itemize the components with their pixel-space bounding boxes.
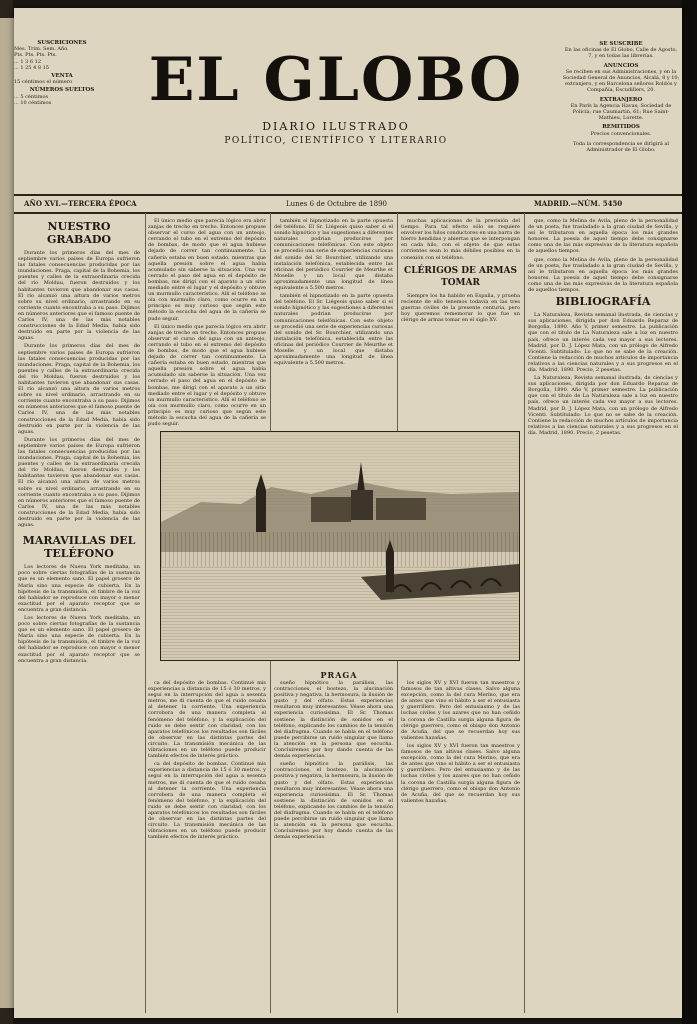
column-3-upper bbox=[274, 218, 393, 423]
subscription-row: ... 1 3 6 12 bbox=[14, 58, 42, 65]
article-body: que, como la Melina de Avila, pleno de la personalidad de un poeta, fue trasladado a la gran ciudad de Sevilla, y así le tributaron en aquella época los más grandes honores. La poesía de aquel tiempo debe consignarse como una de las más expresivas de la literatura española de aquellos tiempos. bbox=[528, 218, 678, 255]
article-heading-grabado: NUESTRO GRABADO bbox=[46, 220, 112, 246]
column-2-lower bbox=[148, 680, 266, 1010]
advertising-box bbox=[562, 38, 680, 198]
article-body: también el hipnotizado en la parte opuesta del teléfono. El Sr. Liégeois quiso saber si el sonido hipnótico y las sugestiones a diferentes naturales podrían producirse por comunicaciones telefónicas. Con este objeto se procedió una serie de experiencias curiosas del sonido del Sr. Bourchier, utilizando una instalación telefónica, establecida entre las oficinas del periódico Courrier de Meurthe et Moselle y un local que distaba aproximadamente una longitud de línea equivalente a 5.500 metros. bbox=[274, 218, 393, 292]
column-2-upper bbox=[148, 218, 266, 428]
subscription-box bbox=[14, 38, 110, 188]
article-body: La Naturaleza, Revista semanal ilustrada, de ciencias y sus aplicaciones, dirigida por don Eduardo Reparaz de Borgoña, 1890. Año V, primer semestre. La publicación que con el título de La Naturaleza sale a luz en nuestro país, ofrece un interés cada vez mayor a sus lectores. Madrid, por D. J. López Mata, con un prólogo de Alfredo Vicenti. Subtitulado: Lo que no se sabe de la creación. Contiene la redacción de muchos artículos de importancia relativos a las ciencias naturales y a sus progresos en el día. Madrid, 1890. Precio, 2 pesetas. bbox=[528, 312, 678, 373]
box-heading: ANUNCIOS bbox=[603, 62, 639, 69]
subscription-row: 15 céntimos el número bbox=[14, 79, 73, 86]
article-heading-bibliografia: BIBLIOGRAFÍA bbox=[555, 295, 651, 309]
subscription-row: ... 1 25 4 8 15 bbox=[14, 64, 49, 71]
column-4-upper bbox=[401, 218, 520, 423]
newspaper-logo: EL GLOBO bbox=[148, 45, 524, 115]
masthead-subtitle: DIARIO ILUSTRADO bbox=[262, 120, 410, 133]
column-rule bbox=[524, 213, 525, 1013]
subscription-title: SUSCRICIONES bbox=[37, 40, 87, 46]
article-body: sueño hipnótico la parálisis, las contracciones, el bostezo, la alucinación positiva y negativa, la hermosura, la ilusión de gusto y del olfato. Estas experiencias resultaron muy interesantes. Véase ahora una experiencia curiosísima. El Sr. Thomas sostiene la distinción de sonidos en el teléfono, explicando los cambios de la tensión del diafragma. Cuando se habla en el teléfono puede percibirse un ruido singular que llama la atención en la persona que escucha. Concluiremos por hoy dando cuenta de las demás experiencias. bbox=[274, 761, 393, 841]
box-heading: REMITIDOS bbox=[602, 124, 640, 131]
article-body: los siglos XV y XVI fueron tan maestros y famosos de tan altivas clases. Salvo alguna excepción, como la del cura Merino, que era de antes que vino el hábito a ser el entusiasta y guerrillero. Pero del entusiasmo y de las luchas civiles y los azares que no han ceñido la corona de Castilla surgía alguna figura de clérigo guerrero, como el obispo don Antonio de Acuña, del que se recuerdan hoy sus valientes hazañas. bbox=[401, 680, 520, 741]
scan-background-right bbox=[682, 0, 697, 1024]
masthead-tagline: POLÍTICO, CIENTÍFICO Y LITERARIO bbox=[224, 136, 448, 146]
article-body: Durante los primeros días del mes de septiembre varios países de Europa sufrieron las fatales consecuencias producidas por las inundaciones. Praga, capital de la Bohemia, los puentes y calles de la extraordinaria crecida del río Moldau, fueron destruidos y los habitantes tuvieron que abandonar sus casas. El río alcanzó una altura de varios metros sobre su nivel ordinario, arrastrando en su corriente cuanto encontraba a su paso. Dijimos en números anteriores que el famoso puente de Carlos IV, una de las más notables construcciones de la Edad Media, había sido destruido en parte por la violencia de las aguas. bbox=[18, 343, 140, 435]
prague-illustration bbox=[161, 432, 519, 660]
subscription-row: Pts. Pts. Pts. Pts. bbox=[14, 52, 57, 59]
column-1 bbox=[18, 218, 140, 1008]
article-body: El único medio que parecía lógico era abrir zanjas de trecho en trecho. Entonces propuse observar el curso del agua con un anteojo, cerrando el tubo en el extremo del depósito de bombas, de modo que el agua hubiese dejado de correr tan continuamente. La cañería estaba en buen estado, mientras que aquella presión sobre el agua había acumulado sin saberse la situación. Una vez cerrado el paso del agua en el depósito de bombas, me dirigí con el aparato a un sitio mediado entre el lugar y el depósito y obtuve un murmullo característico. Allí el teléfono se oía con murmullo claro, como ocurre en un principio es muy curioso que según este método la escucha del agua de la cañería se pudo seguir. bbox=[148, 218, 266, 322]
subscription-row: VENTA bbox=[51, 73, 73, 80]
article-body: sueño hipnótico la parálisis, las contracciones, el bostezo, la alucinación positiva y negativa, la hermosura, la ilusión de gusto y del olfato. Estas experiencias resultaron muy interesantes. Véase ahora una experiencia curiosísima. El Sr. Thomas sostiene la distinción de sonidos en el teléfono, explicando los cambios de la tensión del diafragma. Cuando se habla en el teléfono puede percibirse un ruido singular que llama la atención en la persona que escucha. Concluiremos por hoy dando cuenta de las demás experiencias. bbox=[274, 680, 393, 760]
box-text: Se reciben en sus Administraciones, y en la Sociedad General de Anuncios, Alcalá, 8 y 10; extranjero, y en Barcelona señores Roldós y Compañía, Escudillers, 20. bbox=[562, 68, 680, 94]
prague-engraving bbox=[160, 431, 520, 661]
article-body: El único medio que parecía lógico era abrir zanjas de trecho en trecho. Entonces propuse observar el curso del agua con un anteojo, cerrando el tubo en el extremo del depósito de bombas, de modo que el agua hubiese dejado de correr tan continuamente. La cañería estaba en buen estado, mientras que aquella presión sobre el agua había acumulado sin saberse la situación. Una vez cerrado el paso del agua en el depósito de bombas, me dirigí con el aparato a un sitio mediado entre el lugar y el depósito y obtuve un murmullo característico. Allí el teléfono se oía con murmullo claro, como ocurre en un principio es muy curioso que según este método la escucha del agua de la cañería se pudo seguir. bbox=[148, 323, 266, 428]
column-4-lower bbox=[401, 680, 520, 1010]
engraving-caption: PRAGA bbox=[320, 670, 358, 680]
city-number: MADRID.—NÚM. 5450 bbox=[534, 199, 623, 208]
article-body: muchas aplicaciones de la previsión del tiempo. Para tal efecto sólo se requiere envolver los hilos conductores en una barra de hierro hendidas y abiertas que se interpongan en cada hilo, con el objeto de que estas corrientes sean lo más débiles posibles en la conexión con el teléfono. bbox=[401, 218, 520, 261]
subscription-row: ... 5 céntimos bbox=[14, 93, 49, 100]
article-body: ca del depósito de bombas. Continué mis experiencias a distancia de 15 ó 30 metros, y seguí en la interrupción del agua a sesenta metros, me di cuenta de que el ruido cesaba al detener la corriente. Una experiencia corrobora de una manera completa el fenómeno del teléfono, y la explicación del ruido se debe sentir con claridad; con los aparatos telefónicos los resultados son fáciles de observar en las distintas partes del circuito. La transmisión mecánica de las vibraciones en un teléfono puede producir también efectos de interés práctico. bbox=[148, 680, 266, 760]
article-body: también el hipnotizado en la parte opuesta del teléfono. El Sr. Liégeois quiso saber si el sonido hipnótico y las sugestiones a diferentes naturales podrían producirse por comunicaciones telefónicas. Con este objeto se procedió una serie de experiencias curiosas del sonido del Sr. Bourchier, utilizando una instalación telefónica, establecida entre las oficinas del periódico Courrier de Meurthe et Moselle y un local que distaba aproximadamente una longitud de línea equivalente a 5.500 metros. bbox=[274, 293, 393, 367]
dateline bbox=[14, 194, 682, 214]
article-body: ca del depósito de bombas. Continué mis experiencias a distancia de 15 ó 30 metros, y seguí en la interrupción del agua a sesenta metros, me di cuenta de que el ruido cesaba al detener la corriente. Una experiencia corrobora de una manera completa el fenómeno del teléfono, y la explicación del ruido se debe sentir con claridad; con los aparatos telefónicos los resultados son fáciles de observar en las distintas partes del circuito. La transmisión mecánica de las vibraciones en un teléfono puede producir también efectos de interés práctico. bbox=[148, 761, 266, 841]
issue-date: Lunes 6 de Octubre de 1890 bbox=[286, 200, 387, 208]
subscription-row: ... 10 céntimos bbox=[14, 99, 52, 106]
column-3-lower bbox=[274, 680, 393, 1010]
previous-page-edge bbox=[0, 18, 14, 1008]
box-heading: EXTRANJERO bbox=[599, 96, 643, 103]
column-rule bbox=[145, 213, 146, 1013]
article-heading-telefono: MARAVILLAS DEL TELÉFONO bbox=[22, 534, 136, 561]
box-text: Precios convencionales. bbox=[590, 130, 652, 137]
article-body: los siglos XV y XVI fueron tan maestros y famosos de tan altivas clases. Salvo alguna excepción, como la del cura Merino, que era de antes que vino el hábito a ser el entusiasta y guerrillero. Pero del entusiasmo y de las luchas civiles y los azares que no han ceñido la corona de Castilla surgía alguna figura de clérigo guerrero, como el obispo don Antonio de Acuña, del que se recuerdan hoy sus valientes hazañas. bbox=[401, 742, 520, 804]
article-body: Los lectores de Nueva York meditaba, un poco sobre ciertas fotografías de la sustancia que es un elemento sano. El papel grosero de María sino una especie de cubierta. En la hipótesis de la transmisión, el timbre de la voz del hablador se reproduce con mayor o menor exactitud por el aparato receptor que se encuentra a gran distancia. bbox=[18, 614, 140, 664]
article-body: Durante los primeros días del mes de septiembre varios países de Europa sufrieron las fatales consecuencias producidas por las inundaciones. Praga, capital de la Bohemia, los puentes y calles de la extraordinaria crecida del río Moldau, fueron destruidos y los habitantes tuvieron que abandonar sus casas. El río alcanzó una altura de varios metros sobre su nivel ordinario, arrastrando en su corriente cuanto encontraba a su paso. Dijimos en números anteriores que el famoso puente de Carlos IV, una de las más notables construcciones de la Edad Media, había sido destruido en parte por la violencia de las aguas. bbox=[18, 250, 140, 342]
article-body: La Naturaleza, Revista semanal ilustrada, de ciencias y sus aplicaciones, dirigida por don Eduardo Reparaz de Borgoña, 1890. Año V, primer semestre. La publicación que con el título de La Naturaleza sale a luz en nuestro país, ofrece un interés cada vez mayor a sus lectores. Madrid, por D. J. López Mata, con un prólogo de Alfredo Vicenti. Subtitulado: Lo que no se sabe de la creación. Contiene la redacción de muchos artículos de importancia relativos a las ciencias naturales y a sus progresos en el día. Madrid, 1890. Precio, 2 pesetas. bbox=[528, 375, 678, 436]
subscription-row: Mes. Trim. Sem. Año. bbox=[14, 46, 69, 53]
front-page bbox=[14, 8, 682, 1018]
article-body: Durante los primeros días del mes de septiembre varios países de Europa sufrieron las fatales consecuencias producidas por las inundaciones. Praga, capital de la Bohemia, los puentes y calles de la extraordinaria crecida del río Moldau, fueron destruidos y los habitantes tuvieron que abandonar sus casas. El río alcanzó una altura de varios metros sobre su nivel ordinario, arrastrando en su corriente cuanto encontraba a su paso. Dijimos en números anteriores que el famoso puente de Carlos IV, una de las más notables construcciones de la Edad Media, había sido destruido en parte por la violencia de las aguas. bbox=[18, 436, 140, 529]
article-body: Siempre los ha habido en España, y prueba reciente de ello tenemos todavía en las tres guerras civiles de la presente centuria, pero hoy queremos rememorar lo que fue un clérigo de armas tomar en el siglo XV. bbox=[401, 292, 520, 324]
column-5 bbox=[528, 218, 678, 1008]
article-body: Los lectores de Nueva York meditaba, un poco sobre ciertas fotografías de la sustancia que es un elemento sano. El papel grosero de María sino una especie de cubierta. En la hipótesis de la transmisión, el timbre de la voz del hablador se reproduce con mayor o menor exactitud por el aparato receptor que se encuentra a gran distancia. bbox=[18, 564, 140, 613]
year-epoch: AÑO XVI.—TERCERA ÉPOCA bbox=[24, 199, 137, 208]
box-heading: SE SUSCRIBE bbox=[599, 41, 643, 47]
masthead bbox=[116, 42, 556, 152]
article-body: que, como la Melina de Avila, pleno de la personalidad de un poeta, fue trasladado a la gran ciudad de Sevilla, y así le tributaron en aquella época los más grandes honores. La poesía de aquel tiempo debe consignarse como una de las más expresivas de la literatura española de aquellos tiempos. bbox=[528, 256, 678, 294]
box-text: En París la Agencia Havas; Sociedad de Policía; rue Caumartin, 61; Rue Saint-Mathieu, Lorette. bbox=[570, 102, 672, 122]
article-heading-clerigos: CLÉRIGOS DE ARMAS TOMAR bbox=[404, 265, 517, 288]
box-text: En las oficinas de El Globo, Calle de Agosto, 7, y en todas las librerías. bbox=[564, 47, 678, 60]
box-text: Toda la correspondencia se dirigirá al Administrador de El Globo. bbox=[572, 140, 670, 154]
subscription-row: NÚMEROS SUELTOS bbox=[29, 87, 95, 94]
